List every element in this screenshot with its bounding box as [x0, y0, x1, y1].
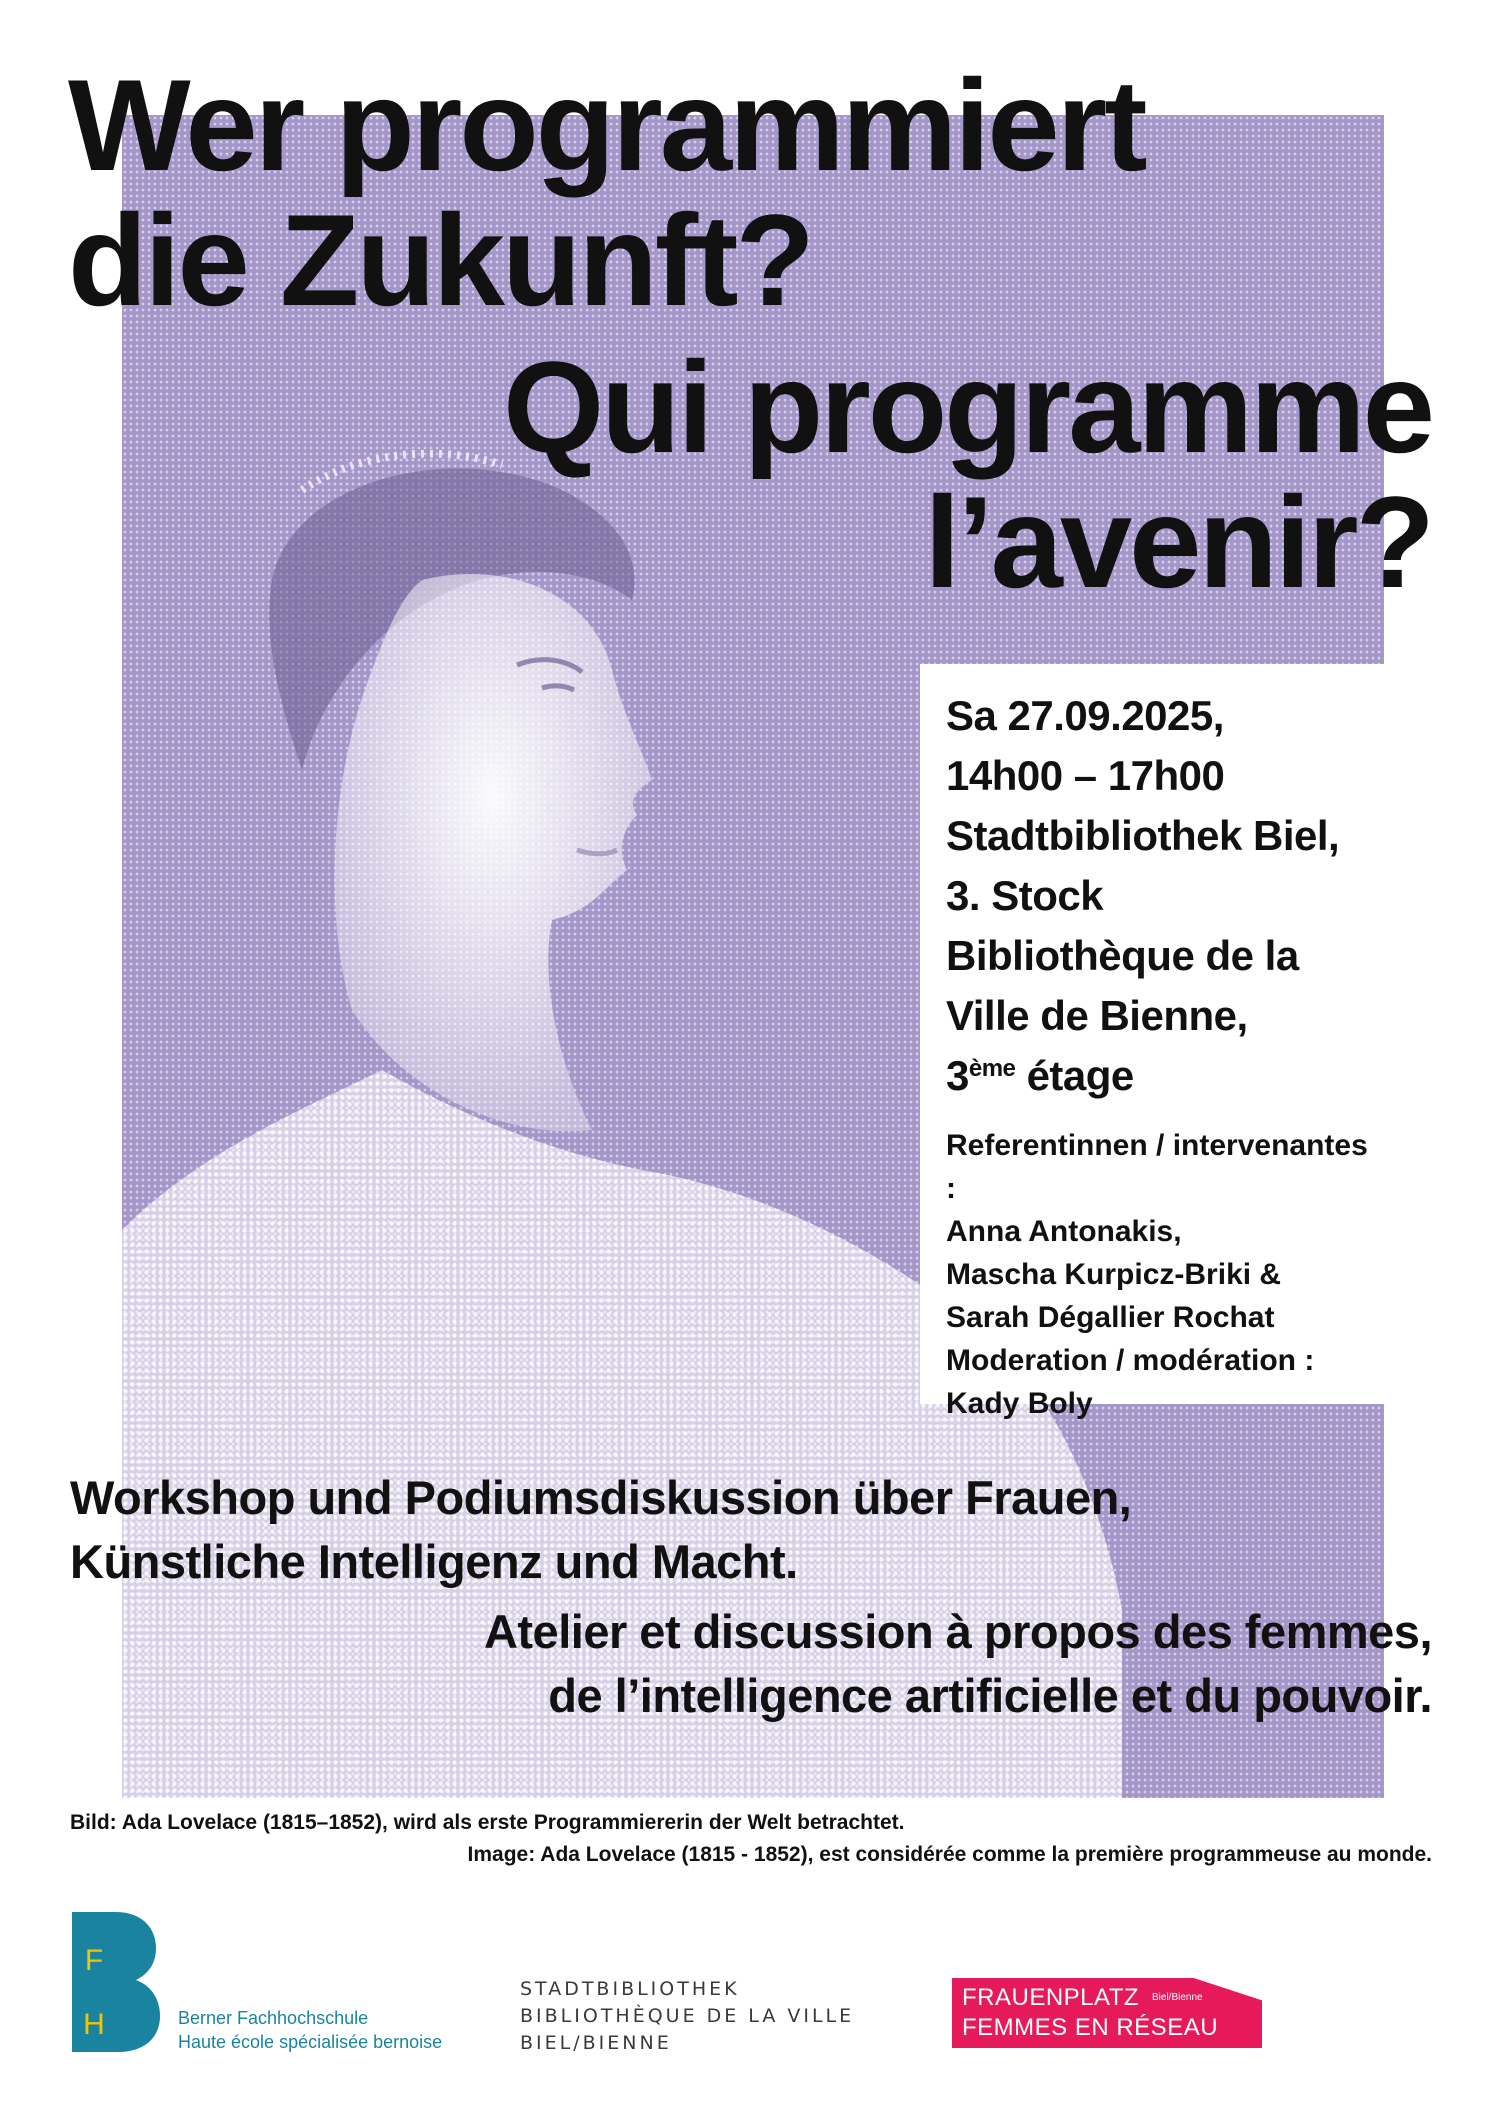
venue-german-floor: 3. Stock: [946, 872, 1104, 919]
description-line: Workshop und Podiumsdiskussion über Frauen,: [70, 1471, 1132, 1524]
description-line: Künstliche Intelligenz und Macht.: [70, 1535, 798, 1588]
bfh-logo: [72, 1912, 160, 2052]
event-time: 14h00 – 17h00: [946, 752, 1225, 799]
description-line: de l’intelligence artificielle et du pouvoir.: [548, 1669, 1432, 1722]
description-french: [484, 1600, 1432, 1728]
headline-french: [503, 334, 1432, 615]
speaker-name: Anna Antonakis,: [946, 1215, 1182, 1248]
headline-line: Qui programme: [503, 334, 1432, 480]
bfh-name-line: Haute école spécialisée bernoise: [178, 2032, 443, 2052]
frauenplatz-logo-line: FEMMES EN RÉSEAU: [962, 2014, 1219, 2041]
venue-german-line: Stadtbibliothek Biel,: [946, 812, 1340, 859]
headline-german: [68, 52, 1145, 333]
bfh-logo-letter: F: [84, 1944, 104, 1977]
moderator-name: Kady Boly: [946, 1387, 1093, 1420]
venue-french-line: Ville de Bienne,: [946, 992, 1248, 1039]
description-line: Atelier et discussion à propos des femmes,: [483, 1605, 1432, 1658]
floor-suffix: ème: [968, 1055, 1016, 1082]
speaker-name: Mascha Kurpicz-Briki &: [946, 1258, 1282, 1291]
library-logo-line: BIBLIOTHÈQUE DE LA VILLE: [520, 2005, 855, 2027]
library-logo-line: BIEL/BIENNE: [520, 2032, 672, 2054]
floor-number: 3: [946, 1052, 969, 1099]
event-date: Sa 27.09.2025,: [946, 692, 1224, 739]
headline-line: die Zukunft?: [68, 187, 812, 333]
frauenplatz-logo: [952, 1978, 1262, 2048]
library-logo: [520, 1976, 854, 2057]
event-info-box: [920, 664, 1384, 1420]
speakers-block: [946, 1124, 1384, 1425]
frauenplatz-logo-line: FRAUENPLATZ: [962, 1984, 1140, 2011]
bfh-logo-letter: H: [83, 2008, 105, 2041]
floor-word: étage: [1015, 1052, 1134, 1099]
image-caption-french: Image: Ada Lovelace (1815 - 1852), est considérée comme la première programmeuse au monde.: [467, 1843, 1432, 1866]
description-german: [70, 1466, 1131, 1594]
library-logo-line: STADTBIBLIOTHEK: [520, 1978, 740, 2000]
image-caption-german: Bild: Ada Lovelace (1815–1852), wird als erste Programmiererin der Welt betrachtet.: [70, 1811, 905, 1834]
frauenplatz-logo-city: Biel/Bienne: [1152, 1992, 1203, 2003]
venue-french-line: Bibliothèque de la: [946, 932, 1299, 979]
speaker-name: Sarah Dégallier Rochat: [946, 1301, 1275, 1334]
bfh-name-line: Berner Fachhochschule: [178, 2008, 369, 2028]
bfh-name: [178, 2006, 442, 2054]
headline-line: Wer programmiert: [68, 52, 1145, 198]
headline-line: l’avenir?: [924, 469, 1432, 615]
venue-french-floor: [946, 1046, 1384, 1106]
moderation-label: Moderation / modération :: [946, 1344, 1315, 1377]
speakers-label: Referentinnen / intervenantes :: [946, 1129, 1368, 1205]
